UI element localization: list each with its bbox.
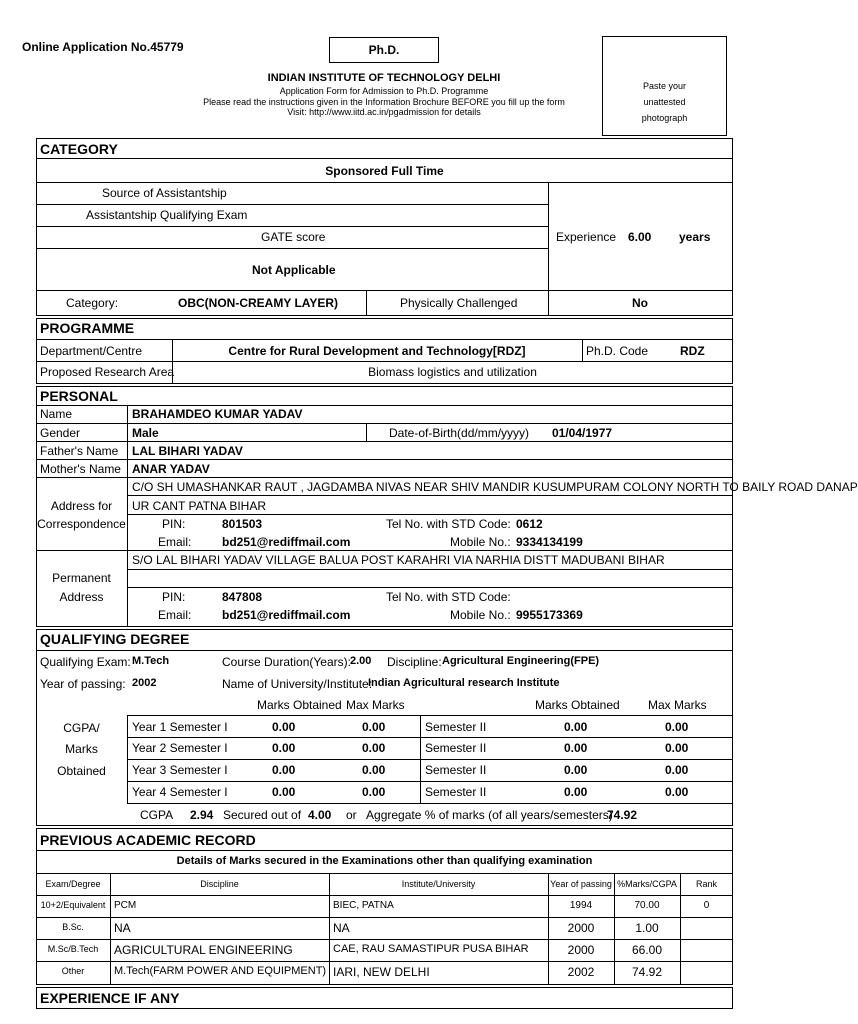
corr-address-line2: UR CANT PATNA BIHAR	[132, 499, 267, 513]
table-cell: 2002	[567, 965, 595, 979]
perm-tel-label: Tel No. with STD Code:	[386, 590, 511, 604]
table-cell: B.Sc.	[62, 922, 84, 932]
perm-email: bd251@rediffmail.com	[222, 608, 351, 622]
table-cell: 66.00	[631, 943, 663, 957]
semester-max: 0.00	[362, 785, 386, 799]
semester-ii-label: Semester II	[425, 763, 487, 777]
perm-email-label: Email:	[158, 608, 192, 622]
personal-title: PERSONAL	[40, 388, 118, 404]
table-cell: 70.00	[634, 900, 660, 911]
programme-box: Ph.D.	[329, 37, 439, 63]
col-header: Year of passing	[550, 879, 612, 889]
ph-label: Physically Challenged	[400, 296, 518, 310]
mother-label: Mother's Name	[40, 462, 121, 476]
programme-title: PROGRAMME	[40, 320, 135, 336]
table-cell: 10+2/Equivalent	[40, 900, 106, 910]
secured-label: Secured out of	[223, 808, 302, 822]
semester-marks: 0.00	[272, 720, 296, 734]
corr-mobile: 9334134199	[516, 535, 583, 549]
semester-marks: 0.00	[272, 785, 296, 799]
ph-value: No	[632, 296, 648, 310]
discipline-label: Discipline:	[387, 655, 442, 669]
semester-max: 0.00	[665, 785, 689, 799]
research-label: Proposed Research Area	[40, 365, 175, 379]
table-cell: 1.00	[635, 921, 659, 935]
perm-label: Address	[59, 590, 104, 604]
col-header: Exam/Degree	[45, 879, 101, 889]
experience-unit: years	[679, 230, 711, 244]
institute-name: INDIAN INSTITUTE OF TECHNOLOGY DELHI	[267, 72, 501, 84]
semester-ii-label: Semester II	[425, 720, 487, 734]
corr-tel: 0612	[516, 517, 543, 531]
col-header: %Marks/CGPA	[617, 879, 677, 889]
aggregate-value: 74.92	[607, 808, 638, 822]
secured-value: 4.00	[308, 808, 332, 822]
dob-value: 01/04/1977	[552, 426, 613, 440]
corr-pin-label: PIN:	[162, 517, 186, 531]
max-marks-header: Max Marks	[648, 698, 707, 712]
cgpa-value: 2.94	[190, 808, 214, 822]
cgpa-side-label: Obtained	[57, 764, 106, 778]
semester-max: 0.00	[665, 741, 689, 755]
form-subtitle: Application Form for Admission to Ph.D. Programme	[279, 86, 489, 96]
source-label: Source of Assistantship	[102, 186, 227, 200]
photo-line: photograph	[641, 113, 688, 123]
table-cell: 1994	[569, 900, 593, 911]
col-header: Discipline	[200, 879, 239, 889]
discipline-value: Agricultural Engineering(FPE)	[442, 655, 600, 667]
semester-marks: 0.00	[564, 741, 588, 755]
table-cell: Other	[61, 966, 85, 976]
univ-value: Indian Agricultural research Institute	[368, 677, 560, 689]
perm-mobile: 9955173369	[516, 608, 583, 622]
aggregate-label: or Aggregate % of marks (of all years/semesters)	[346, 808, 613, 822]
table-cell: CAE, RAU SAMASTIPUR PUSA BIHAR	[333, 943, 529, 955]
experience-value: 6.00	[628, 230, 652, 244]
photo-line: Paste your	[642, 81, 687, 91]
semester-marks: 0.00	[564, 785, 588, 799]
marks-obtained-header: Marks Obtained	[535, 698, 620, 712]
perm-address-line1: S/O LAL BIHARI YADAV VILLAGE BALUA POST KARAHRI VIA NARHIA DISTT MADUBANI BIHAR	[132, 553, 665, 567]
gender-label: Gender	[40, 426, 81, 440]
perm-pin-label: PIN:	[162, 590, 186, 604]
table-cell: 2000	[567, 943, 595, 957]
category-value: OBC(NON-CREAMY LAYER)	[178, 296, 339, 310]
duration-label: Course Duration(Years):	[222, 655, 351, 669]
father-value: LAL BIHARI YADAV	[132, 444, 243, 458]
duration-value: 2.00	[350, 655, 372, 667]
dept-label: Department/Centre	[40, 344, 143, 358]
table-cell: 0	[703, 900, 710, 911]
perm-mobile-label: Mobile No.:	[450, 608, 511, 622]
research-value: Biomass logistics and utilization	[368, 365, 537, 379]
cgpa-side-label: Marks	[65, 742, 98, 756]
gender-value: Male	[132, 426, 159, 440]
semester-max: 0.00	[362, 741, 386, 755]
corr-label: Correspondence	[37, 517, 126, 531]
name-value: BRAHAMDEO KUMAR YADAV	[132, 407, 303, 421]
semester-marks: 0.00	[564, 720, 588, 734]
corr-email: bd251@rediffmail.com	[222, 535, 351, 549]
table-cell: AGRICULTURAL ENGINEERING	[114, 943, 293, 957]
mother-value: ANAR YADAV	[132, 462, 210, 476]
corr-pin: 801503	[222, 517, 263, 531]
semester-row-label: Year 1 Semester I	[132, 720, 228, 734]
photo-line: unattested	[643, 97, 686, 107]
name-label: Name	[40, 407, 73, 421]
qual-exam-label: Qualifying Exam:	[40, 655, 131, 669]
category-title: CATEGORY	[40, 141, 118, 157]
semester-row-label: Year 4 Semester I	[132, 785, 228, 799]
table-cell: 74.92	[631, 965, 663, 979]
perm-label: Permanent	[52, 571, 111, 585]
experience-label: Experience	[556, 230, 617, 244]
semester-marks: 0.00	[272, 763, 296, 777]
semester-ii-label: Semester II	[425, 741, 487, 755]
qual-exam-label: Assistantship Qualifying Exam	[86, 208, 248, 222]
application-number: Online Application No.45779	[22, 40, 184, 54]
study-mode: Sponsored Full Time	[325, 164, 444, 178]
previous-record-title: PREVIOUS ACADEMIC RECORD	[40, 832, 256, 848]
year-value: 2002	[132, 677, 157, 689]
col-header: Rank	[695, 879, 717, 889]
qual-exam-value: M.Tech	[132, 655, 170, 667]
semester-row-label: Year 3 Semester I	[132, 763, 228, 777]
year-label: Year of passing:	[40, 677, 126, 691]
website-line: Visit: http://www.iitd.ac.in/pgadmission for details	[287, 107, 481, 117]
experience-title: EXPERIENCE IF ANY	[40, 990, 180, 1006]
cgpa-label: CGPA	[140, 808, 174, 822]
table-cell: NA	[114, 921, 131, 935]
table-cell: IARI, NEW DELHI	[333, 965, 430, 979]
semester-max: 0.00	[665, 763, 689, 777]
corr-email-label: Email:	[158, 535, 192, 549]
semester-max: 0.00	[665, 720, 689, 734]
table-cell: M.Sc/B.Tech	[47, 944, 99, 954]
corr-tel-label: Tel No. with STD Code:	[386, 517, 511, 531]
cgpa-side-label: CGPA/	[63, 721, 100, 735]
father-label: Father's Name	[40, 444, 119, 458]
dob-label: Date-of-Birth(dd/mm/yyyy)	[389, 426, 530, 440]
phd-code-value: RDZ	[680, 344, 705, 358]
gate-label: GATE score	[261, 230, 326, 244]
dept-value: Centre for Rural Development and Technology[RDZ]	[228, 344, 526, 358]
qualifying-title: QUALIFYING DEGREE	[40, 631, 190, 647]
semester-max: 0.00	[362, 720, 386, 734]
table-cell: NA	[333, 921, 350, 935]
corr-mobile-label: Mobile No.:	[450, 535, 511, 549]
semester-marks: 0.00	[564, 763, 588, 777]
col-header: Institute/University	[401, 879, 476, 889]
table-cell: BIEC, PATNA	[333, 900, 394, 911]
instructions-line: Please read the instructions given in the Information Brochure BEFORE you fill up the form	[203, 97, 565, 107]
semester-row-label: Year 2 Semester I	[132, 741, 228, 755]
semester-ii-label: Semester II	[425, 785, 487, 799]
semester-max: 0.00	[362, 763, 386, 777]
gate-value: Not Applicable	[252, 263, 336, 277]
marks-obtained-header: Marks Obtained	[257, 698, 342, 712]
table-cell: 2000	[567, 921, 595, 935]
semester-marks: 0.00	[272, 741, 296, 755]
table-cell: PCM	[114, 900, 137, 911]
category-label: Category:	[66, 296, 119, 310]
previous-record-subtitle: Details of Marks secured in the Examinations other than qualifying examination	[176, 855, 593, 867]
phd-code-label: Ph.D. Code	[586, 344, 649, 358]
univ-label: Name of University/Institute:	[222, 677, 373, 691]
max-marks-header: Max Marks	[346, 698, 405, 712]
table-cell: M.Tech(FARM POWER AND EQUIPMENT)	[114, 965, 327, 977]
corr-address-line1: C/O SH UMASHANKAR RAUT , JAGDAMBA NIVAS NEAR SHIV MANDIR KUSUMPURAM COLONY NORTH TO BAILY ROAD DANAP	[132, 480, 858, 494]
perm-pin: 847808	[222, 590, 263, 604]
corr-label: Address for	[50, 499, 113, 513]
